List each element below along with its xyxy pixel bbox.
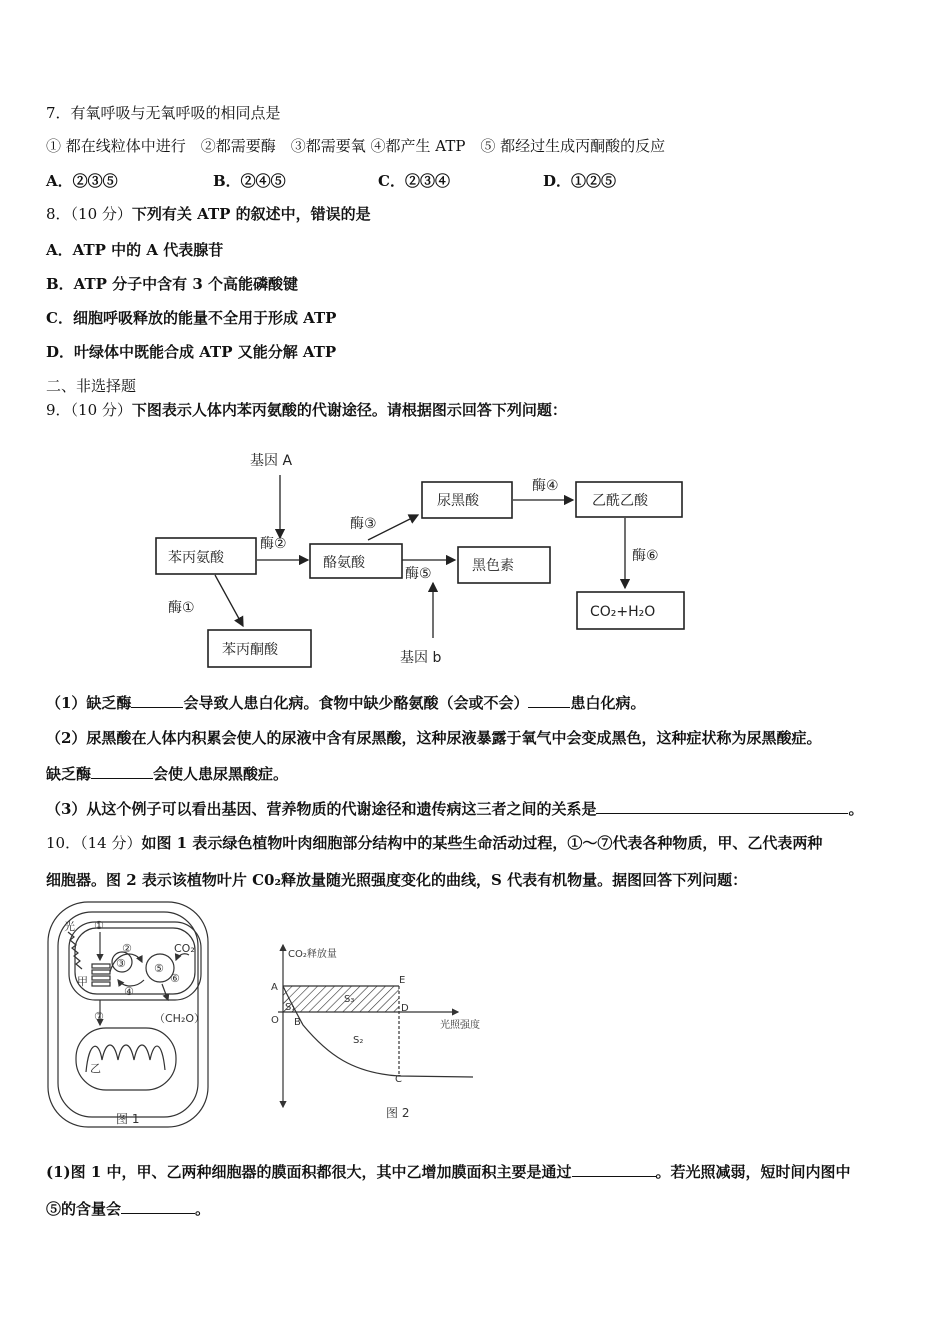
q9-p1-text-b: 会导致人患白化病。食物中缺少酪氨酸（会或不会） [183, 694, 529, 712]
fig2-y-axis-label: CO₂释放量 [288, 949, 337, 960]
section-heading: 二、非选择题 [46, 377, 137, 395]
answer-blank[interactable] [528, 693, 570, 708]
figure-1-cell [44, 900, 254, 1132]
fig1-num-1: ① [94, 919, 104, 932]
enzyme-3-label: 酶③ [350, 516, 377, 532]
q7-option-c: C．②③④ [378, 172, 450, 190]
q8-stem-main: 下列有关 ATP 的叙述中，错误的是 [131, 205, 371, 223]
fig2-s3-label: S₃ [344, 994, 355, 1005]
q9-part-1 [46, 693, 645, 713]
gene-a-label: 基因 A [250, 453, 293, 469]
fig2-s1-label: S₁ [285, 1002, 296, 1013]
fig2-point-a: A [271, 982, 278, 993]
q9-part-2-line-2 [46, 764, 288, 784]
fig2-point-o: O [271, 1015, 279, 1026]
fig1-num-5: ⑤ [154, 962, 164, 975]
answer-blank[interactable] [572, 1162, 656, 1177]
q9-p2-text-b: 缺乏酶 [46, 765, 92, 783]
fig1-num-3: ③ [116, 957, 126, 970]
q10-stem-line-1 [46, 833, 822, 853]
fig1-num-4: ④ [124, 985, 134, 998]
q9-stem [46, 400, 567, 420]
fig1-jia-label: 甲 [77, 975, 88, 988]
q9-p2-text-c: 会使人患尿黑酸症。 [153, 765, 289, 783]
q7-option-d: D．①②⑤ [543, 172, 617, 190]
q8-option-a: A．ATP 中的 A 代表腺苷 [46, 241, 224, 259]
enzyme-6-label: 酶⑥ [632, 548, 659, 564]
fig2-point-c: C [395, 1074, 402, 1085]
fig1-num-7: ⑦ [94, 1010, 104, 1023]
node-phenylalanine: 苯丙氨酸 [168, 550, 224, 566]
q7-stem: 7．有氧呼吸与无氧呼吸的相同点是 [46, 104, 281, 122]
q7-items: ① 都在线粒体中进行 ②都需要酶 ③都需要氧 ④都产生 ATP ⑤ 都经过生成丙酮酸的反应 [46, 137, 666, 155]
answer-blank[interactable] [596, 799, 848, 814]
q10-stem-line-2: 细胞器。图 2 表示该植物叶片 C0₂释放量随光照强度变化的曲线，S 代表有机物量。据图回答下列问题： [46, 871, 748, 889]
fig1-co2-label: CO₂ [174, 942, 195, 955]
fig2-point-e: E [399, 975, 406, 986]
fig2-x-axis-label: 光照强度 [440, 1020, 480, 1031]
q9-stem-main: 下图表示人体内苯丙氨酸的代谢途径。请根据图示回答下列问题： [131, 401, 567, 419]
q7-option-b: B．②④⑤ [213, 172, 286, 190]
q10-p1-text-c: ⑤的含量会 [46, 1200, 122, 1218]
node-melanin: 黑色素 [472, 558, 514, 574]
figure-2-curve [258, 935, 488, 1125]
fig1-num-6: ⑥ [170, 972, 180, 985]
node-acetoacetate: 乙酰乙酸 [592, 493, 648, 509]
q9-p1-text-c: 患白化病。 [570, 694, 646, 712]
q9-part-3 [46, 799, 863, 819]
q8-option-c: C．细胞呼吸释放的能量不全用于形成 ATP [46, 309, 337, 327]
node-tyrosine: 酪氨酸 [323, 555, 365, 571]
enzyme-1-label: 酶① [168, 600, 195, 616]
q8-option-d: D．叶绿体中既能合成 ATP 又能分解 ATP [46, 343, 337, 361]
q8-stem-prefix: 8．（10 分） [46, 205, 132, 223]
answer-blank[interactable] [121, 1199, 195, 1214]
q10-p1-text-a: (1)图 1 中，甲、乙两种细胞器的膜面积都很大，其中乙增加膜面积主要是通过 [46, 1163, 572, 1181]
fig2-caption: 图 2 [386, 1106, 410, 1120]
fig1-light-label: 光 [64, 920, 75, 933]
fig1-num-2: ② [122, 942, 132, 955]
enzyme-4-label: 酶④ [532, 478, 559, 494]
q9-stem-prefix: 9．（10 分） [46, 401, 132, 419]
q10-p1-text-d: 。 [195, 1200, 211, 1218]
answer-blank[interactable] [131, 693, 183, 708]
q10-stem-main: 如图 1 表示绿色植物叶肉细胞部分结构中的某些生命活动过程，①〜⑦代表各种物质，甲、乙代表两种 [141, 834, 823, 852]
q10-part-1-line-2 [46, 1199, 210, 1219]
fig2-s2-label: S₂ [353, 1035, 364, 1046]
fig2-point-b: B [294, 1017, 301, 1028]
q9-p1-text-a: （1）缺乏酶 [46, 694, 132, 712]
enzyme-5-label: 酶⑤ [405, 566, 432, 582]
q9-p3-text-a: （3）从这个例子可以看出基因、营养物质的代谢途径和遗传病这三者之间的关系是 [46, 800, 597, 818]
q8-stem [46, 204, 371, 224]
node-phenylpyruvate: 苯丙酮酸 [222, 642, 278, 658]
metabolism-diagram [140, 440, 700, 675]
node-co2-h2o: CO₂+H₂O [590, 604, 656, 620]
q10-part-1-line-1 [46, 1162, 851, 1182]
q7-option-a: A．②③⑤ [46, 172, 118, 190]
fig1-yi-label: 乙 [90, 1062, 101, 1075]
q9-part-2-line-1: （2）尿黑酸在人体内积累会使人的尿液中含有尿黑酸，这种尿液暴露于氧气中会变成黑色，这种症状称为尿黑酸症。 [46, 729, 822, 747]
q10-p1-text-b: 。若光照减弱，短时间内图中 [655, 1163, 851, 1181]
q10-stem-prefix: 10．（14 分） [46, 834, 142, 852]
q8-option-b: B．ATP 分子中含有 3 个高能磷酸键 [46, 275, 299, 293]
fig1-ch2o-label: （CH₂O） [154, 1012, 206, 1025]
fig1-caption: 图 1 [116, 1112, 140, 1126]
s3-shaded-area [283, 986, 399, 1012]
fig2-point-d: D [401, 1003, 409, 1014]
answer-blank[interactable] [91, 764, 153, 779]
node-homogentisic-acid: 尿黑酸 [437, 493, 479, 509]
enzyme-2-label: 酶② [260, 536, 287, 552]
q9-p3-text-b: 。 [848, 800, 864, 818]
gene-b-label: 基因 b [400, 650, 442, 666]
